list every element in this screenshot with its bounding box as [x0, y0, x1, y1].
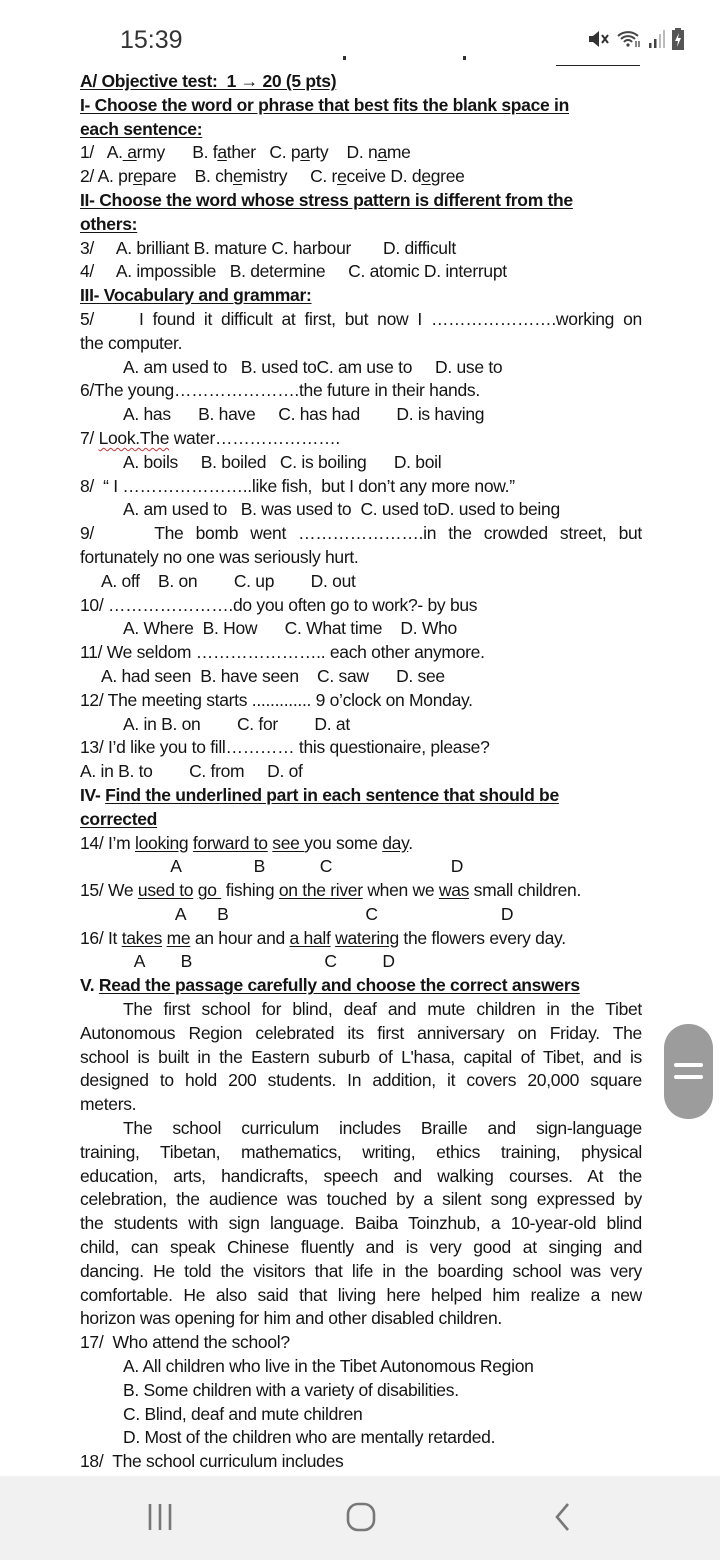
cut-text-fragment — [343, 56, 346, 60]
text-segment: you some — [304, 832, 383, 853]
question-line — [80, 403, 642, 427]
text-segment: meters. — [80, 1094, 137, 1115]
text-segment: A. am used to B. was used to C. used toD. used to being — [123, 499, 560, 520]
question-line — [80, 974, 642, 998]
underlined-text: corrected — [80, 808, 158, 829]
text-line — [80, 1141, 642, 1165]
cut-text-fragment — [463, 56, 466, 60]
text-line — [80, 1212, 642, 1236]
question-line — [80, 903, 642, 927]
grip-line — [674, 1063, 703, 1067]
scrollbar-handle[interactable] — [664, 1024, 713, 1119]
question-line — [80, 118, 642, 142]
text-segment: A B C D — [80, 951, 395, 972]
question-line — [80, 260, 642, 284]
question-line — [80, 808, 642, 832]
text-segment: gree — [430, 166, 465, 187]
text-line — [80, 1188, 642, 1212]
text-segment: rmy B. f — [136, 142, 218, 163]
text-segment: horizon was opening for him and other disabled children. — [80, 1308, 502, 1329]
mute-icon — [588, 29, 610, 49]
text-segment: 2/ A. pr — [80, 166, 134, 187]
text-segment: 5/ I found it difficult at first, but now I ………………….working on — [80, 308, 642, 329]
underlined-text: go — [197, 880, 222, 901]
text-segment: 10/ ………………….do you often go to work?- by bus — [80, 594, 478, 615]
question-line — [80, 475, 642, 499]
question-line — [80, 451, 642, 475]
text-segment: designed to hold 200 students. In addition, it covers 20,000 square — [80, 1070, 642, 1091]
underlined-text: each sentence: — [80, 118, 203, 139]
text-line — [80, 1046, 642, 1070]
underlined-text: a — [300, 142, 310, 163]
text-segment: comfortable. He also said that living here helped him realize a new — [80, 1284, 642, 1305]
underlined-text: looking — [134, 832, 189, 853]
underlined-text: a — [377, 142, 387, 163]
underlined-text: forward to — [192, 832, 268, 853]
underlined-text: others: — [80, 213, 138, 234]
document-page — [80, 70, 642, 1474]
text-segment: D. Most of the children who are mentally retarded. — [123, 1427, 496, 1448]
text-line — [80, 522, 642, 546]
text-segment: pare B. ch — [142, 166, 233, 187]
text-segment: A B C D — [80, 903, 514, 924]
text-segment: The school curriculum includes Braille and sign-language — [123, 1118, 642, 1139]
recent-apps-button[interactable] — [146, 1502, 174, 1532]
status-bar — [0, 0, 720, 70]
underlined-text: a half — [289, 927, 331, 948]
text-segment: ther C. p — [226, 142, 301, 163]
question-line — [80, 141, 642, 165]
text-segment: 3/ A. brilliant B. mature C. harbour D. difficult — [80, 237, 456, 258]
underlined-text: used to — [137, 880, 194, 901]
text-segment: A. Where B. How C. What time D. Who — [123, 618, 457, 639]
question-line — [80, 284, 642, 308]
cut-line-fragment — [556, 65, 640, 66]
text-segment: training, Tibetan, mathematics, writing, ethics training, physical — [80, 1141, 642, 1162]
text-line — [80, 1165, 642, 1189]
text-segment: 1/ A. — [80, 142, 123, 163]
question-line — [80, 594, 642, 618]
text-line — [80, 1236, 642, 1260]
text-segment: A. off B. on C. up D. out — [101, 570, 356, 591]
question-line — [80, 1331, 642, 1355]
battery-charging-icon — [672, 28, 684, 50]
text-segment: 6/The young………………….the future in their hands. — [80, 380, 480, 401]
question-line — [80, 379, 642, 403]
question-line — [80, 617, 642, 641]
question-line — [80, 332, 642, 356]
text-segment: when we — [362, 880, 439, 901]
question-line — [80, 213, 642, 237]
text-line — [80, 1022, 642, 1046]
question-line — [80, 784, 642, 808]
text-segment: 7/ — [80, 427, 99, 448]
text-segment: 15/ We — [80, 880, 138, 901]
question-line — [80, 498, 642, 522]
question-line — [80, 1426, 642, 1450]
text-line — [80, 1284, 642, 1308]
text-segment: Look.The — [98, 427, 170, 448]
text-segment: A. boils B. boiled C. is boiling D. boil — [123, 451, 442, 472]
text-segment: mistry C. r — [242, 166, 338, 187]
question-line — [80, 1450, 642, 1474]
question-line — [80, 736, 642, 760]
question-line — [80, 570, 642, 594]
underlined-text: Find the underlined part in each sentence that should be — [105, 784, 559, 805]
underlined-text: III- Vocabulary and grammar: — [80, 285, 312, 306]
text-line — [80, 1117, 642, 1141]
question-line — [80, 927, 642, 951]
text-segment: 4/ A. impossible B. determine C. atomic D. interrupt — [80, 261, 507, 282]
question-line — [80, 356, 642, 380]
bold-text: IV- — [80, 784, 106, 805]
bold-text: V. — [80, 975, 99, 996]
text-segment: fortunately no one was seriously hurt. — [80, 546, 359, 567]
text-segment: 14/ I’m — [80, 832, 135, 853]
text-segment: A. in B. on C. for D. at — [123, 713, 350, 734]
text-segment: A. in B. to C. from D. of — [80, 761, 303, 782]
text-segment: 18/ The school curriculum includes — [80, 1451, 344, 1472]
question-line — [80, 879, 642, 903]
text-segment: child, can speak Chinese fluently and is very good at singing and — [80, 1237, 642, 1258]
question-line — [80, 832, 642, 856]
question-line — [80, 70, 642, 94]
status-icons — [588, 28, 684, 50]
text-segment: fishing — [221, 880, 279, 901]
navigation-bar — [0, 1476, 720, 1560]
text-segment: The first school for blind, deaf and mute children in the Tibet — [123, 999, 642, 1020]
wifi-icon — [616, 29, 642, 49]
question-line — [80, 94, 642, 118]
underlined-text: e — [421, 166, 431, 187]
question-line — [80, 641, 642, 665]
underlined-text: takes — [121, 927, 163, 948]
text-segment: water…………………. — [169, 427, 340, 448]
back-button[interactable] — [552, 1502, 574, 1532]
grip-line — [674, 1075, 703, 1079]
underlined-text: e — [133, 166, 143, 187]
text-segment: 8/ “ I …………………..like fish, but I don’t any more now.” — [80, 475, 515, 496]
text-segment: the students with sign language. Baiba Toinzhub, a 10-year-old blind — [80, 1213, 642, 1234]
text-segment: C. Blind, deaf and mute children — [123, 1403, 363, 1424]
text-segment: . — [408, 832, 413, 853]
underlined-text: II- Choose the word whose stress pattern is different from the — [80, 189, 573, 210]
underlined-text: e — [232, 166, 243, 187]
question-line — [80, 760, 642, 784]
question-line — [80, 237, 642, 261]
question-line — [80, 855, 642, 879]
underlined-text: A/ Objective test: 1 → 20 (5 pts) — [80, 71, 337, 91]
text-segment: an hour and — [190, 927, 290, 948]
text-segment: A. has B. have C. has had D. is having — [123, 404, 485, 425]
text-line — [80, 1093, 642, 1117]
question-line — [80, 427, 642, 451]
text-segment: 16/ It — [80, 927, 122, 948]
underlined-text: a — [217, 142, 227, 163]
underlined-text: Read the passage carefully and choose the correct answers — [98, 975, 580, 996]
text-segment: 9/ The bomb went ………………….in the crowded street, but — [80, 523, 642, 544]
underlined-text: was — [438, 880, 470, 901]
underlined-text: I- Choose the word or phrase that best fits the blank space in — [80, 94, 569, 115]
text-segment: school is built in the Eastern suburb of L'hasa, capital of Tibet, and is — [80, 1046, 642, 1067]
underlined-text: on the river — [278, 880, 363, 901]
text-line — [80, 1307, 642, 1331]
text-segment: 17/ Who attend the school? — [80, 1332, 290, 1353]
text-segment: small children. — [469, 880, 582, 901]
text-segment: rty D. n — [309, 142, 378, 163]
text-segment: B. Some children with a variety of disabilities. — [123, 1379, 459, 1400]
text-segment: A. All children who live in the Tibet Autonomous Region — [123, 1356, 534, 1377]
text-segment: me — [386, 142, 411, 163]
question-line — [80, 1403, 642, 1427]
text-segment: celebration, the audience was touched by a silent song expressed by — [80, 1189, 642, 1210]
signal-icon — [648, 29, 666, 49]
text-segment: 11/ We seldom ………………….. each other anymore. — [80, 642, 485, 663]
underlined-text: day — [382, 832, 409, 853]
home-button[interactable] — [346, 1502, 376, 1532]
text-segment: the flowers every day. — [398, 927, 566, 948]
question-line — [80, 665, 642, 689]
question-line — [80, 689, 642, 713]
text-segment: the computer. — [80, 332, 183, 353]
text-line — [80, 998, 642, 1022]
question-line — [80, 546, 642, 570]
question-line — [80, 165, 642, 189]
text-segment: dancing. He told the visitors that life in the boarding school was very — [80, 1260, 642, 1281]
text-segment: A. had seen B. have seen C. saw D. see — [101, 665, 445, 686]
text-segment: education, arts, handicrafts, speech and walking courses. At the — [80, 1165, 642, 1186]
text-segment: A B C D — [80, 856, 464, 877]
underlined-text: see — [272, 832, 305, 853]
underlined-text: watering — [335, 927, 399, 948]
text-segment: 13/ I’d like you to fill………… this questionaire, please? — [80, 737, 490, 758]
text-line — [80, 308, 642, 332]
underlined-text: a — [122, 142, 137, 163]
underlined-text: e — [337, 166, 347, 187]
question-line — [80, 713, 642, 737]
question-line — [80, 189, 642, 213]
text-line — [80, 1069, 642, 1093]
clock: 15:39 — [120, 26, 183, 54]
question-line — [80, 1355, 642, 1379]
question-line — [80, 950, 642, 974]
text-segment: 12/ The meeting starts ............. 9 o’clock on Monday. — [80, 689, 473, 710]
underlined-text: me — [166, 927, 191, 948]
question-line — [80, 1379, 642, 1403]
text-segment: ceive D. d — [346, 166, 422, 187]
text-segment: A. am used to B. used toC. am use to D. use to — [123, 356, 503, 377]
text-line — [80, 1260, 642, 1284]
text-segment: Autonomous Region celebrated its first anniversary on Friday. The — [80, 1022, 642, 1043]
